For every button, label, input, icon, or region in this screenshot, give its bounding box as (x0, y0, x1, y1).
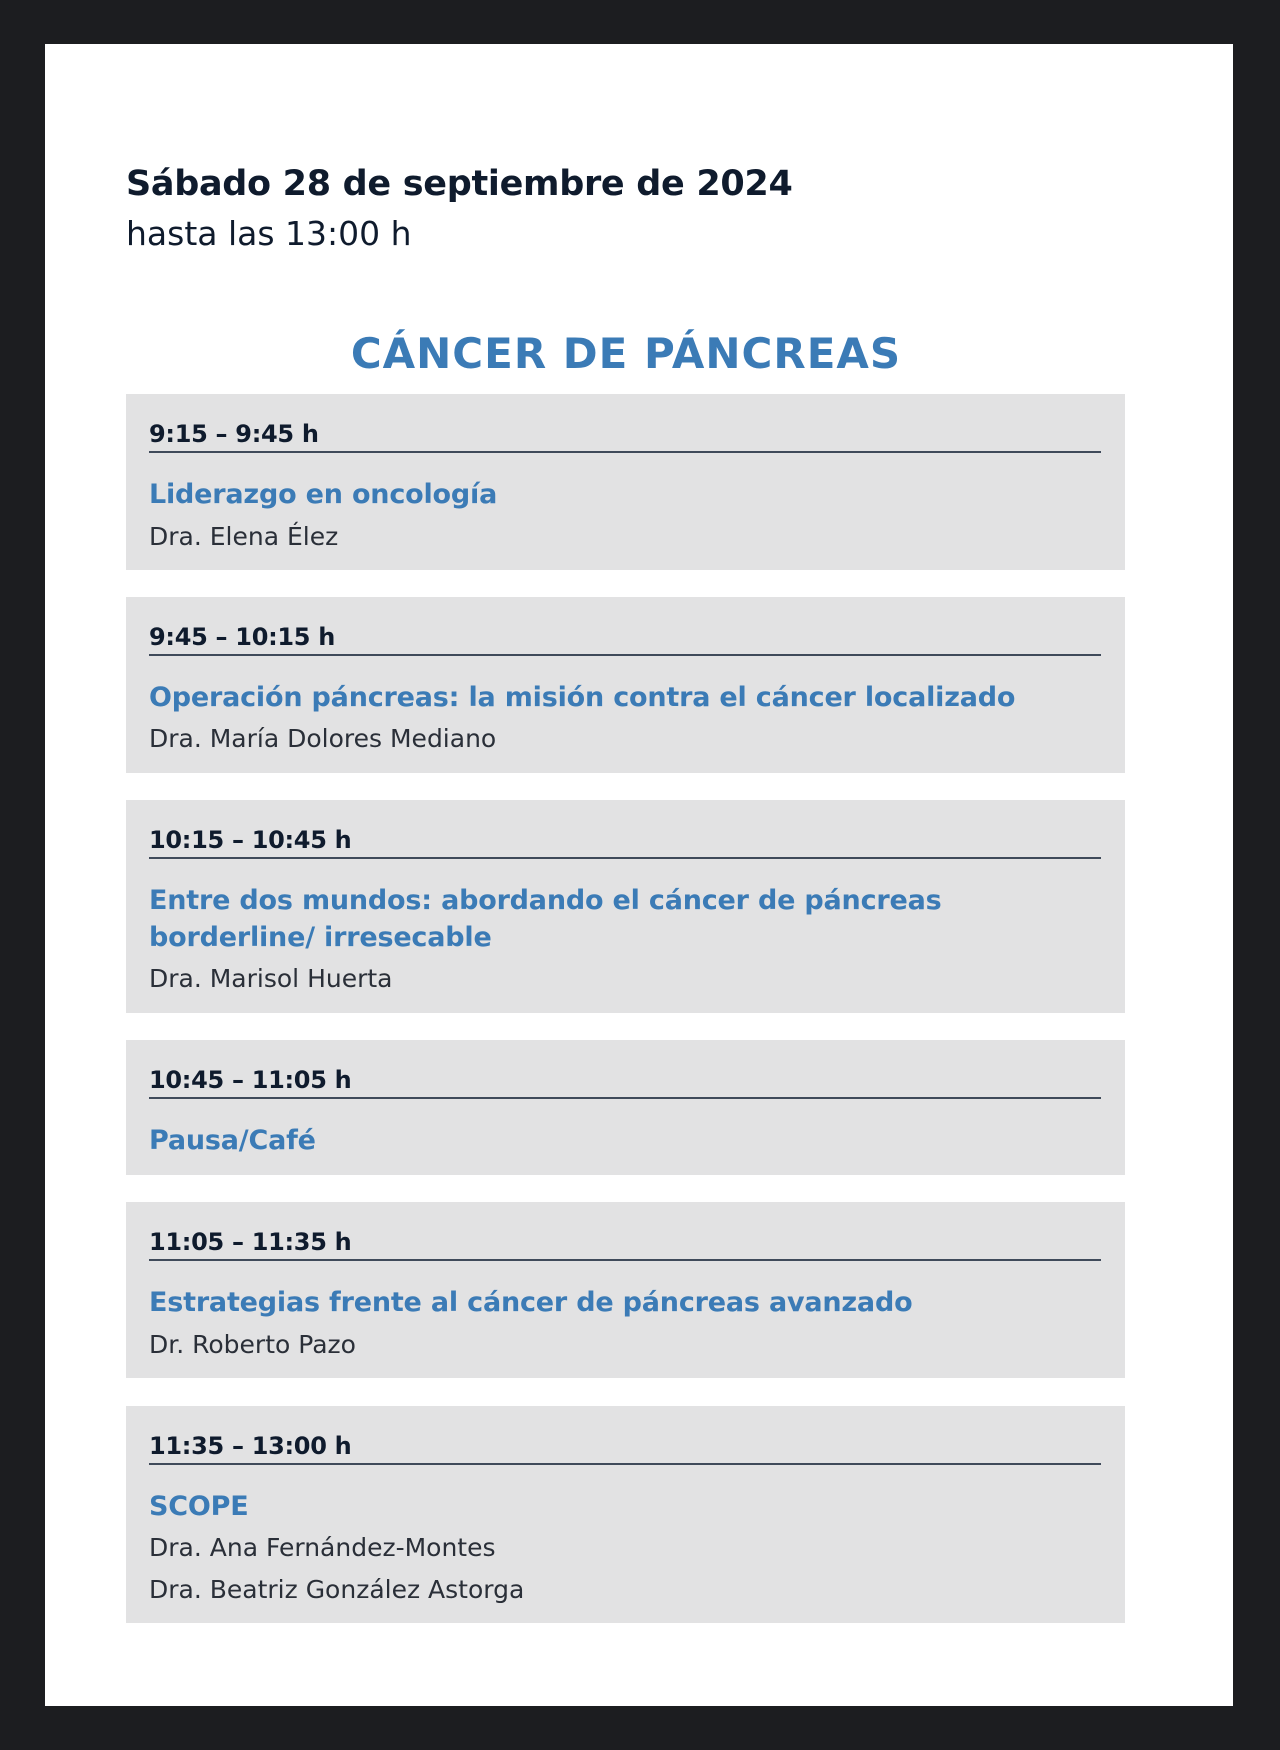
session-speaker: Dra. Elena Élez (149, 522, 339, 551)
session-time: 11:35 – 13:00 h (149, 1432, 352, 1460)
session-block (126, 1040, 1125, 1175)
session-block (126, 1202, 1125, 1378)
event-date: Sábado 28 de septiembre de 2024 (126, 164, 793, 204)
session-divider (149, 1463, 1101, 1465)
session-time: 10:15 – 10:45 h (149, 826, 352, 854)
session-block (126, 1406, 1125, 1623)
program-page (45, 44, 1233, 1706)
session-divider (149, 1259, 1101, 1261)
session-block (126, 597, 1125, 773)
session-speaker: Dra. Marisol Huerta (149, 964, 393, 993)
session-time: 9:45 – 10:15 h (149, 623, 336, 651)
session-block (126, 394, 1125, 570)
session-time: 9:15 – 9:45 h (149, 420, 319, 448)
section-title: CÁNCER DE PÁNCREAS (350, 329, 902, 378)
session-title: Estrategias frente al cáncer de páncreas avanzado (149, 1287, 913, 1318)
session-speaker: Dr. Roberto Pazo (149, 1330, 356, 1359)
session-title: Liderazgo en oncología (149, 479, 498, 510)
event-end-time: hasta las 13:00 h (126, 214, 412, 253)
session-block (126, 800, 1125, 1013)
session-divider (149, 451, 1101, 453)
session-speaker: Dra. Ana Fernández-Montes (149, 1533, 496, 1562)
session-title: Entre dos mundos: abordando el cáncer de páncreas borderline/ irresecable (149, 885, 942, 953)
session-divider (149, 857, 1101, 859)
session-divider (149, 654, 1101, 656)
session-title: Operación páncreas: la misión contra el cáncer localizado (149, 682, 1016, 713)
session-title: SCOPE (149, 1491, 249, 1522)
session-title: Pausa/Café (149, 1125, 316, 1156)
session-divider (149, 1097, 1101, 1099)
session-speaker: Dra. María Dolores Mediano (149, 724, 497, 753)
session-time: 11:05 – 11:35 h (149, 1228, 352, 1256)
session-speaker: Dra. Beatriz González Astorga (149, 1575, 525, 1604)
session-time: 10:45 – 11:05 h (149, 1066, 352, 1094)
